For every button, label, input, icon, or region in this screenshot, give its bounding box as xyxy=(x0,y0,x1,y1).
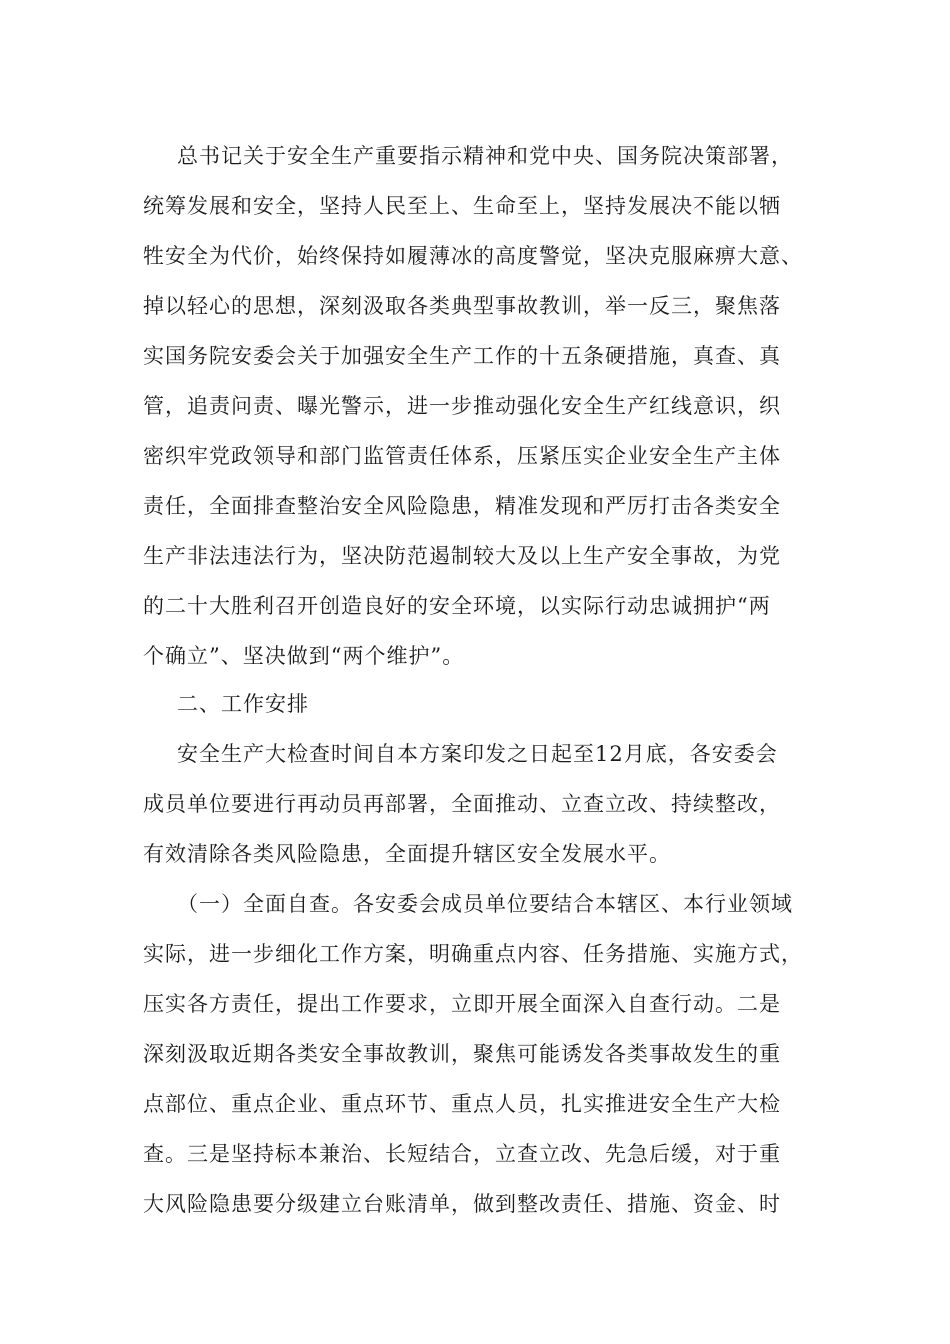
paragraph2-line-1: 安全生产大检查时间自本方案印发之日起至12月底，各安委会 xyxy=(177,742,778,766)
paragraph3-line-1: （一）全面自查。各安委会成员单位要结合本辖区、本行业领域 xyxy=(177,892,793,916)
paragraph3-line-3: 压实各方责任，提出工作要求，立即开展全面深入自查行动。二是 xyxy=(143,992,781,1016)
paragraph2-line-3: 有效清除各类风险隐患，全面提升辖区安全发展水平。 xyxy=(143,842,671,866)
paragraph1-line-6: 管，追责问责、曝光警示，进一步推动强化安全生产红线意识，织 xyxy=(143,394,781,418)
paragraph1-line-7: 密织牢党政领导和部门监管责任体系，压紧压实企业安全生产主体 xyxy=(143,444,781,468)
paragraph1-line-5: 实国务院安委会关于加强安全生产工作的十五条硬措施，真查、真 xyxy=(143,344,781,368)
paragraph1-line-4: 掉以轻心的思想，深刻汲取各类典型事故教训，举一反三，聚焦落 xyxy=(143,294,781,318)
paragraph3-line-7: 大风险隐患要分级建立台账清单，做到整改责任、措施、资金、时 xyxy=(143,1192,781,1216)
paragraph3-line-6: 查。三是坚持标本兼治、长短结合，立查立改、先急后缓，对于重 xyxy=(143,1142,781,1166)
paragraph3-line-4: 深刻汲取近期各类安全事故教训，聚焦可能诱发各类事故发生的重 xyxy=(143,1042,781,1066)
paragraph3-line-2: 实际，进一步细化工作方案，明确重点内容、任务措施、实施方式， xyxy=(143,942,803,966)
section-heading: 二、工作安排 xyxy=(177,692,309,716)
paragraph1-line-11: 个确立”、坚决做到“两个维护”。 xyxy=(143,644,465,668)
paragraph2-line-2: 成员单位要进行再动员再部署，全面推动、立查立改、持续整改， xyxy=(143,792,781,816)
paragraph1-line-8: 责任，全面排查整治安全风险隐患，精准发现和严厉打击各类安全 xyxy=(143,494,781,518)
paragraph1-line-9: 生产非法违法行为，坚决防范遏制较大及以上生产安全事故，为党 xyxy=(143,544,781,568)
paragraph3-line-5: 点部位、重点企业、重点环节、重点人员，扎实推进安全生产大检 xyxy=(143,1092,781,1116)
paragraph1-line-10: 的二十大胜利召开创造良好的安全环境，以实际行动忠诚拥护“两 xyxy=(143,594,771,618)
paragraph1-line-2: 统筹发展和安全，坚持人民至上、生命至上，坚持发展决不能以牺 xyxy=(143,194,781,218)
paragraph1-line-1: 总书记关于安全生产重要指示精神和党中央、国务院决策部署， xyxy=(177,144,793,168)
paragraph1-line-3: 牲安全为代价，始终保持如履薄冰的高度警觉，坚决克服麻痹大意、 xyxy=(143,244,803,268)
